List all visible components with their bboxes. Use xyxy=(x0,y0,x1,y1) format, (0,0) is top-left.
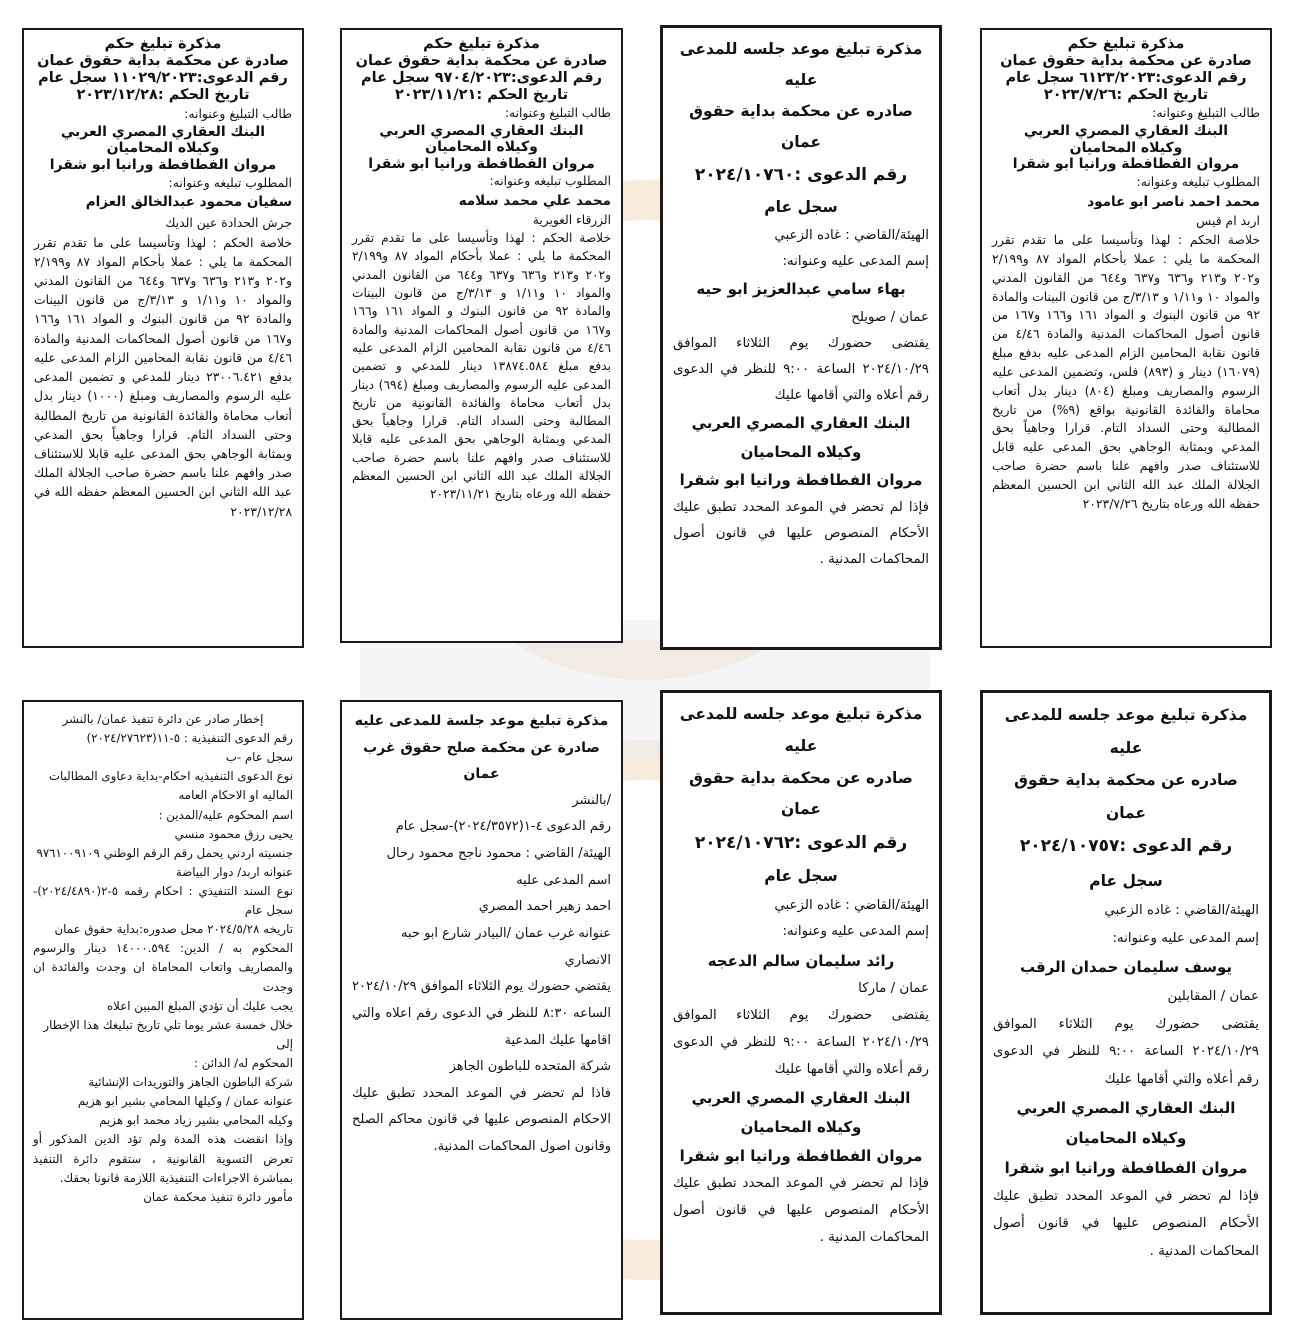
target-address: الزرقاء الغويرية xyxy=(532,212,611,227)
judgment-date: تاريخ الحكم :٢٠٢٣/١١/٢١ xyxy=(394,87,569,104)
notice-title: مذكرة تبليغ حكم xyxy=(1067,36,1185,52)
creditor-lawyer: وكيله المحامي بشير زياد محمد ابو هزيم xyxy=(99,1113,293,1128)
plaintiff-bank: البنك العقاري المصري العربي xyxy=(691,1088,911,1107)
debtor-address: عنوانه اربد/ دوار البياضة xyxy=(175,864,293,879)
court-name: صادره عن محكمة بداية حقوق عمان xyxy=(1014,771,1238,822)
notice-title: مذكرة تبليغ موعد جلسة للمدعى عليه xyxy=(354,713,609,729)
case-number: رقم الدعوى ٤-١(٢٠٢٤/٣٥٧٢)-سجل عام xyxy=(395,819,611,835)
court-name: صادره عن محكمة بداية حقوق عمان xyxy=(689,768,913,819)
notice-execution-amman xyxy=(22,700,304,1320)
requester-label: طالب التبليغ وعنوانه: xyxy=(184,106,292,122)
notice-hearing-west-amman xyxy=(340,700,623,1320)
plaintiff-lawyers: مروان الفطافطة ورانيا ابو شقرا xyxy=(1004,1158,1248,1177)
defendant-name: بهاء سامي عبدالعزيز ابو حيه xyxy=(696,280,906,299)
case-number: رقم الدعوى :٢٠٢٤/١٠٧٦٠ xyxy=(694,165,908,185)
target-name: محمد علي محمد سلامه xyxy=(458,192,611,209)
payment-deadline: خلال خمسة عشر يوما تلي تاريخ تبليغك هذا الإخطار إلى xyxy=(43,1017,293,1051)
defendant-name: احمد زهير احمد المصري xyxy=(478,899,611,915)
notice-title: مذكرة تبليغ موعد جلسه للمدعى عليه xyxy=(1004,706,1248,757)
case-number: رقم الدعوى :٢٠٢٤/١٠٧٦٢ xyxy=(694,833,908,854)
execution-instrument: نوع السند التنفيذي : احكام رقمه ٥-٢(٢٠٢٤/٤٨٩٠)-سجل عام xyxy=(33,883,293,918)
execution-register: سجل عام -ب xyxy=(225,750,293,765)
requester-bank: البنك العقاري المصري العربي xyxy=(1023,123,1229,140)
hearing-text: يقتضى حضورك يوم الثلاثاء الموافق ٢٠٢٤/١٠/٢٩ الساعة ٩:٠٠ للنظر في الدعوى رقم أعلاه والتي أقامها عليك xyxy=(673,335,929,403)
judgment-date: تاريخ الحكم :٢٠٢٣/٧/٢٦ xyxy=(1043,87,1209,104)
notice-hearing-10762 xyxy=(660,690,942,1315)
defendant-address: عمان / صويلح xyxy=(851,309,929,325)
requester-lawyers: مروان الفطافطة ورانيا ابو شقرا xyxy=(1012,156,1240,173)
by-publication: /بالنشر xyxy=(572,792,611,808)
judgment-summary: خلاصة الحكم : لهذا وتأسيسا على ما تقدم تقرر المحكمة ما يلي : عملا بأحكام المواد ٨٧ و٢/١٩٩ و٢٠٢ و٢١٣ و٦٣٦ و٦٣٧ و٦٤٤ من القانون المدني والمواد ١٠ و١/١١ و ٣/١٣/ج من قانون البينات والمادة ٩٢ من قانون البنوك و المواد ١٦١ و١٦٦ و١٦٧ من قانون أصول المحاكمات المدنية والمادة ٤/٤٦ من قانون نقابة المحامين الزام المدعى عليه بدفع مبلغ (١٦٠٧٩) دينار و (٨٩٣) فلس، وتضمين المدعى عليه الرسوم والمصاريف ومبلغ (٨٠٤) دينار بدل أتعاب محاماة والفائدة القانونية بواقع (٩%) من تاريخ المطالبة وحتى السداد التام. قرارا وجاهياً بحق المدعي وبمثابة الوجاهي بحق المدعى عليه قابل للاستئناف صدر وافهم علنا باسم حضرة صاحب الجلالة الملك عبد الله الثاني ابن الحسين المعظم حفظه الله ورعاه بتاريخ ٢٠٢٣/٧/٢٦ xyxy=(992,232,1261,511)
instrument-date: تاريخه ٢٠٢٤/٥/٢٨ محل صدوره:بداية حقوق عمان xyxy=(54,922,293,937)
payment-required: يجب عليك أن تؤدي المبلغ المبين اعلاه xyxy=(107,998,293,1013)
requester-lawyers-label: وكيلاه المحاميان xyxy=(425,139,538,156)
court-name: صادره عن محكمة بداية حقوق عمان xyxy=(689,102,913,151)
debt-amount: المحكوم به / الدين: ١٤٠٠٠.٥٩٤ دينار والرسوم والمصاريف واتعاب المحاماة ان وجدت والفائدة ان وجدت xyxy=(33,941,293,994)
notice-title: مذكرة تبليغ موعد جلسه للمدعى عليه xyxy=(679,40,923,89)
plaintiff: شركة المتحده للباطون الجاهز xyxy=(449,1059,611,1075)
defendant-name: يوسف سليمان حمدان الرقب xyxy=(1019,958,1233,977)
requester-label: طالب التبليغ وعنوانه: xyxy=(504,106,611,121)
hearing-text: يقتضى حضورك يوم الثلاثاء الموافق ٢٠٢٤/١٠/٢٩ الساعة ٩:٠٠ للنظر في الدعوى رقم أعلاه والتي أقامها عليك xyxy=(673,1008,929,1077)
target-address: اربد ام قيس xyxy=(1196,213,1260,229)
notice-judgment-11029 xyxy=(22,28,304,648)
creditor-address: عنوانه عمان / وكيلها المحامي بشير ابو هزيم xyxy=(77,1094,293,1109)
notice-title: مذكرة تبليغ موعد جلسه للمدعى عليه xyxy=(679,705,923,755)
notice-title: مذكرة تبليغ حكم xyxy=(423,36,540,52)
register: سجل عام xyxy=(764,866,838,885)
defendant-label: إسم المدعى عليه وعنوانه: xyxy=(1112,930,1259,946)
requester-label: طالب التبليغ وعنوانه: xyxy=(1152,105,1260,121)
hearing-text: يقتضى حضورك يوم الثلاثاء الموافق ٢٠٢٤/١٠/٢٩ الساعة ٩:٠٠ للنظر في الدعوى رقم أعلاه والتي أقامها عليك xyxy=(993,1016,1259,1087)
target-address: جرش الحدادة عين الديك xyxy=(165,215,292,231)
creditor-name: شركة الباطون الجاهز والتوريدات الإنشائية xyxy=(88,1075,293,1090)
target-label: المطلوب تبليغه وعنوانه: xyxy=(489,174,611,189)
notice-footer: فإذا لم تحضر في الموعد المحدد تطبق عليك الأحكام المنصوص عليها في قانون أصول المحاكمات المدنية . xyxy=(673,1176,929,1245)
plaintiff-bank: البنك العقاري المصري العربي xyxy=(691,414,911,433)
target-name: سفيان محمود عبدالخالق العزام xyxy=(85,194,292,211)
judgment-summary: خلاصة الحكم : لهذا وتأسيسا على ما تقدم تقرر المحكمة ما يلي : عملا بأحكام المواد ٨٧ و٢/١٩٩ و٢٠٢ و٢١٣ و٦٣٦ و٦٣٧ و٦٤٤ من القانون المدني والمواد ١٠ و١/١١ و ٣/١٣/ج من قانون البينات والمادة ٩٢ من قانون البنوك و المواد ١٦١ و١٦٦ و١٦٧ من قانون أصول المحاكمات المدنية والمادة ٤/٤٦ من قانون نقابة المحامين الزام المدعى عليه بدفع ٢٣٠٠٦.٤٢١ دينار للمدعي و تضمين المدعى عليه الرسوم والمصاريف ومبلغ (١٠٠٠) دينار بدل أتعاب محاماة والفائدة القانونية من تاريخ المطالبة وحتى السداد التام. قرارا وجاهياً بحق المدعي وبمثابة الوجاهي بحق المدعى عليه قابلا للاستئناف صدر وافهم علنا باسم حضرة صاحب الجلالة الملك عبد الله الثاني ابن الحسين المعظم حفظه الله في ٢٠٢٣/١٢/٢٨ xyxy=(34,234,292,519)
notice-title: مذكرة تبليغ حكم xyxy=(104,36,222,52)
court-name: صادرة عن محكمة بداية حقوق عمان xyxy=(1000,53,1252,70)
target-label: المطلوب تبليغه وعنوانه: xyxy=(168,175,292,191)
notice-hearing-10757 xyxy=(980,690,1272,1315)
notice-footer: فإذا لم تحضر في الموعد المحدد تطبق عليك الأحكام المنصوص عليها في قانون أصول المحاكمات المدنية . xyxy=(673,499,929,567)
plaintiff-lawyers-label: وكيلاه المحاميان xyxy=(740,442,862,461)
case-number: رقم الدعوى:٩٧٠٤/٢٠٢٣ سجل عام xyxy=(361,70,602,87)
debtor-nationality: جنسيته اردني يحمل رقم الرقم الوطني ٩٧٦١٠٠٩١٠٩ xyxy=(36,845,293,860)
judge: الهيئة/ القاضي : محمود ناجح محمود رحال xyxy=(386,846,611,862)
debtor-name: يحيى رزق محمود منسي xyxy=(174,826,293,841)
register: سجل عام xyxy=(1089,871,1163,890)
court-name: صادرة عن محكمة بداية حقوق عمان xyxy=(355,53,608,70)
defendant-label: إسم المدعى عليه وعنوانه: xyxy=(782,924,929,940)
execution-title: إخطار صادر عن دائرة تنفيذ عمان/ بالنشر xyxy=(62,712,264,726)
execution-case-type: نوع الدعوى التنفيذيه احكام-بداية دعاوى المطالبات الماليه او الاحكام العامه xyxy=(48,769,293,803)
execution-officer: مأمور دائرة تنفيذ محكمة عمان xyxy=(143,1189,293,1204)
requester-lawyers: مروان الفطافطة ورانيا ابو شقرا xyxy=(49,156,277,173)
plaintiff-lawyers: مروان الفطافطة ورانيا ابو شقرا xyxy=(679,1147,923,1166)
case-number: رقم الدعوى :٢٠٢٤/١٠٧٥٧ xyxy=(1019,836,1233,857)
defendant-address: عمان / ماركا xyxy=(858,981,929,997)
defendant-address: عنوانه غرب عمان /البيادر شارع ابو حبه الانصاري xyxy=(401,925,611,968)
plaintiff-lawyers-label: وكيلاه المحاميان xyxy=(740,1117,862,1136)
execution-warning: وإذا انقضت هذه المدة ولم تؤد الدين المذكور أو تعرض التسوية القانونية ، ستقوم دائرة التنفيذ بمباشرة الاجراءات التنفيذية اللازمة قانونا بحقك. xyxy=(33,1132,293,1185)
court-name: صادرة عن محكمة بداية حقوق عمان xyxy=(37,53,289,70)
plaintiff-lawyers-label: وكيلاه المحاميان xyxy=(1065,1128,1187,1147)
creditor-label: المحكوم له/ الدائن : xyxy=(194,1055,293,1070)
defendant-name: رائد سليمان سالم الدعجه xyxy=(707,952,895,971)
debtor-label: اسم المحكوم عليه/المدين : xyxy=(158,807,293,822)
court-name: صادرة عن محكمة صلح حقوق غرب عمان xyxy=(363,739,600,783)
plaintiff-bank: البنك العقاري المصري العربي xyxy=(1016,1098,1236,1117)
requester-bank: البنك العقاري المصري العربي xyxy=(379,122,584,139)
defendant-label: إسم المدعى عليه وعنوانه: xyxy=(782,254,929,270)
judgment-summary: خلاصة الحكم : لهذا وتأسيسا على ما تقدم تقرر المحكمة ما يلي : عملا بأحكام المواد ٨٧ و٢/١٩٩ و٢٠٢ و٢١٣ و٦٣٦ و٦٣٧ و٦٤٤ من القانون المدني والمواد ١٠ و١/١١ و ٣/١٣/ج من قانون البينات والمادة ٩٢ من قانون البنوك و المواد ١٦١ و١٦٦ و١٦٧ من قانون أصول المحاكمات المدنية والمادة ٤/٤٦ من قانون نقابة المحامين الزام المدعى عليه بدفع مبلغ ١٣٨٧٤.٥٨٤ دينار للمدعي و تضمين المدعى عليه الرسوم والمصاريف ومبلغ (٦٩٤) دينار بدل أتعاب محاماة والفائدة القانونية من تاريخ المطالبة وحتى السداد التام. قرارا وجاهياً بحق المدعي وبمثابة الوجاهي بحق المدعى عليه قابلا للاستئناف صدر وافهم علنا باسم حضرة صاحب الجلالة الملك عبد الله الثاني ابن الحسين المعظم حفظه الله ورعاه بتاريخ ٢٠٢٣/١١/٢١ xyxy=(352,231,612,502)
judge: الهيئة/القاضي : غاده الزعبي xyxy=(774,897,929,913)
execution-case-number: رقم الدعوى التنفيذية : ٥-١١(٢٠٢٤/٢٧٦٢٣) xyxy=(86,731,293,746)
defendant-address: عمان / المقابلين xyxy=(1167,989,1259,1005)
register: سجل عام xyxy=(764,198,838,216)
notice-footer: فاذا لم تحضر في الموعد المحدد تطبق عليك الاحكام المنصوص عليها في قانون محاكم الصلح وقانون اصول المحاكمات المدنية. xyxy=(352,1085,611,1155)
judge: الهيئة/القاضي : غاده الزعبي xyxy=(1104,903,1259,919)
hearing-text: يقتضي حضورك يوم الثلاثاء الموافق ٢٠٢٤/١٠/٢٩ الساعه ٨:٣٠ للنظر في الدعوى رقم اعلاه والتي اقامها عليك المدعية xyxy=(352,979,611,1048)
defendant-label: اسم المدعى عليه xyxy=(516,872,611,888)
case-number: رقم الدعوى:١١٠٢٩/٢٠٢٣ سجل عام xyxy=(38,70,288,87)
requester-lawyers-label: وكيلاه المحاميان xyxy=(1069,139,1183,156)
case-number: رقم الدعوى:٦١٢٣/٢٠٢٣ سجل عام xyxy=(1005,70,1247,87)
requester-lawyers-label: وكيلاه المحاميان xyxy=(106,140,220,157)
plaintiff-lawyers: مروان الفطافطة ورانيا ابو شقرا xyxy=(679,471,923,490)
judgment-date: تاريخ الحكم :٢٠٢٣/١٢/٢٨ xyxy=(76,87,250,104)
notice-hearing-10760 xyxy=(660,25,942,650)
target-name: محمد احمد ناصر ابو عامود xyxy=(1087,193,1260,210)
requester-lawyers: مروان الفطافطة ورانيا ابو شقرا xyxy=(368,155,595,172)
notice-judgment-9704 xyxy=(340,28,623,643)
requester-bank: البنك العقاري المصري العربي xyxy=(60,123,266,140)
notice-footer: فإذا لم تحضر في الموعد المحدد تطبق عليك الأحكام المنصوص عليها في قانون أصول المحاكمات المدنية . xyxy=(993,1188,1259,1259)
target-label: المطلوب تبليغه وعنوانه: xyxy=(1136,173,1260,189)
notice-judgment-6123 xyxy=(980,28,1272,648)
judge: الهيئة/القاضي : غاده الزعبي xyxy=(774,228,929,243)
